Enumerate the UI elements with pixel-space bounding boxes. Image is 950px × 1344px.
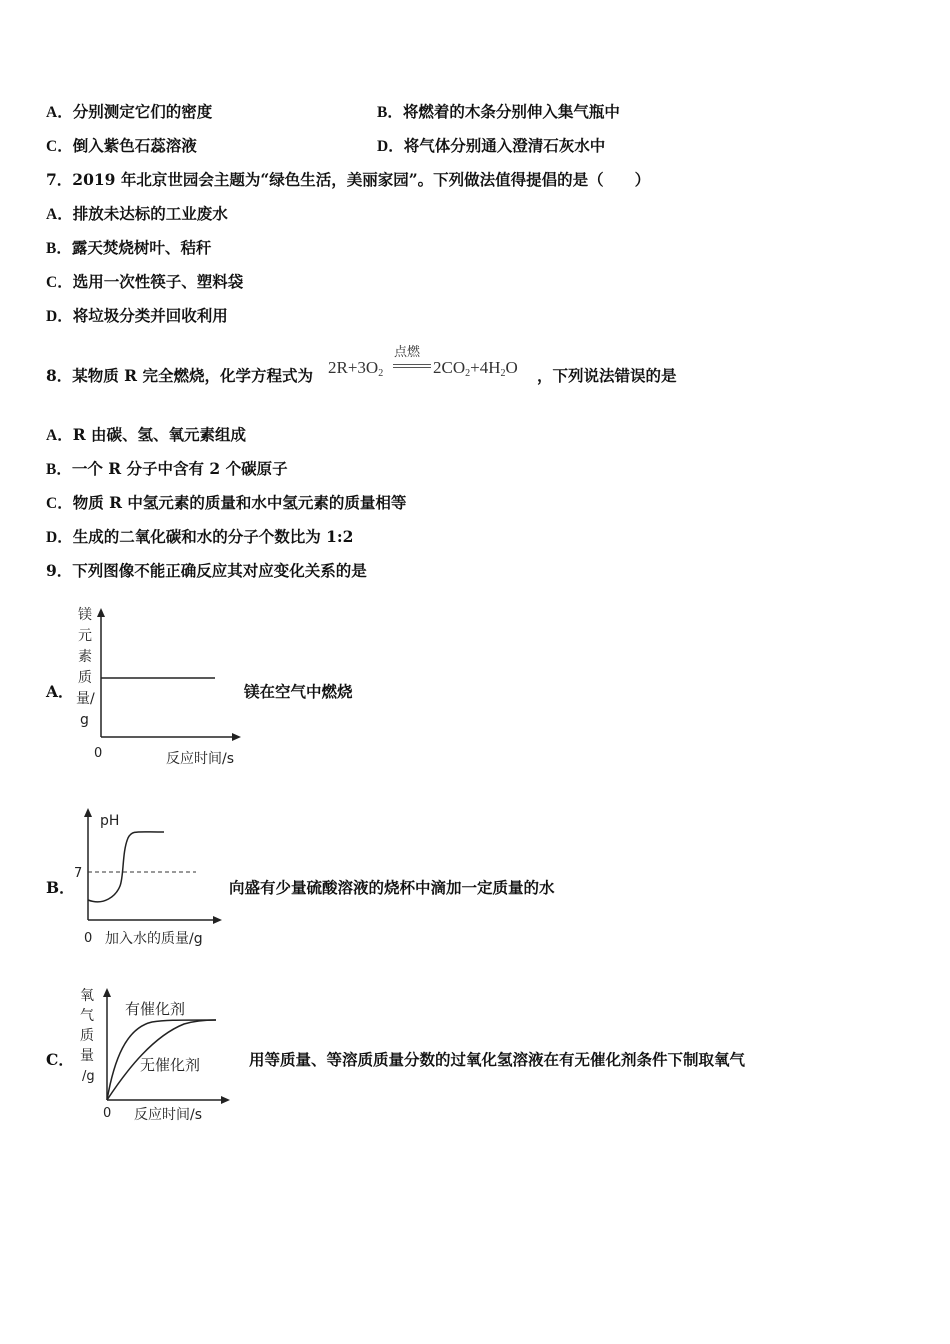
q8-equation-bar-1 [393, 364, 431, 365]
q9a-chart [70, 600, 250, 770]
q9-option-b-letter: B． [46, 878, 75, 897]
q9c-legend-no-catalyst: 无催化剂 [140, 1056, 201, 1074]
q6-option-c: C．倒入紫色石蕊溶液 [46, 136, 197, 155]
q9a-ylabel-char: 素 [78, 649, 92, 665]
q9c-ylabel-char: 量 [80, 1048, 94, 1064]
q6-option-d: D．将气体分别通入澄清石灰水中 [377, 136, 606, 155]
q8-stem-after: ，下列说法错误的是 [537, 366, 677, 385]
q9c-ylabel-char: 质 [80, 1028, 94, 1044]
q9a-xlabel: 反应时间/s [166, 751, 235, 767]
q8-option-a: A．R 由碳、氢、氧元素组成 [46, 425, 246, 444]
q8-stem-before: 8．某物质 R 完全燃烧，化学方程式为 [46, 366, 313, 385]
q8-equation-left: $2R+3O_2$ [328, 358, 384, 379]
q9-option-b-desc: 向盛有少量硫酸溶液的烧杯中滴加一定质量的水 [229, 878, 555, 897]
q9-stem: 9．下列图像不能正确反应其对应变化关系的是 [46, 561, 367, 580]
q9c-ylabel-char: 氧 [80, 988, 94, 1004]
q7-option-a: A．排放未达标的工业废水 [46, 204, 228, 223]
q8-option-b: B．一个 R 分子中含有 2 个碳原子 [46, 459, 288, 478]
q9a-ylabel-char: 元 [78, 628, 92, 644]
q9a-ylabel [76, 607, 95, 728]
q9b-x-axis-arrow [213, 916, 222, 924]
q8-equation-bar-2 [393, 367, 431, 368]
q9b-series-line [88, 832, 164, 902]
q9c-xlabel: 反应时间/s [134, 1107, 203, 1123]
q9a-x-axis-arrow [232, 733, 241, 741]
q8-equation-condition: 点燃 [394, 345, 421, 360]
q9b-chart [66, 800, 236, 952]
q9-option-c-desc: 用等质量、等溶质质量分数的过氧化氢溶液在有无催化剂条件下制取氧气 [249, 1050, 746, 1069]
q9b-ylabel: pH [100, 813, 120, 829]
q9-option-a-letter: A． [46, 682, 74, 701]
q8-option-d: D．生成的二氧化碳和水的分子个数比为 1:2 [46, 527, 354, 546]
q9-option-c-letter: C． [46, 1050, 74, 1069]
q9a-ylabel-char: 量/ [76, 691, 95, 707]
q7-option-c: C．选用一次性筷子、塑料袋 [46, 272, 244, 291]
q9a-ylabel-char: 镁 [78, 607, 92, 623]
q9c-origin: 0 [103, 1106, 112, 1121]
q9c-ylabel-char: 气 [80, 1008, 94, 1024]
q9c-x-axis-arrow [221, 1096, 230, 1104]
q9b-y-axis-arrow [84, 808, 92, 817]
q9c-ylabel [80, 988, 95, 1084]
q8-equation-right: $2CO_2+4H_2O$ [433, 358, 518, 379]
q9a-ylabel-char: 质 [78, 670, 92, 686]
q9c-legend-catalyst: 有催化剂 [125, 1000, 186, 1018]
q9-option-a-desc: 镁在空气中燃烧 [244, 682, 353, 701]
q9b-ref-label: 7 [74, 866, 83, 881]
q9c-ylabel-char: /g [82, 1069, 95, 1084]
q9b-xlabel: 加入水的质量/g [105, 931, 203, 947]
q7-option-b: B．露天焚烧树叶、秸秆 [46, 238, 212, 257]
q6-option-b: B．将燃着的木条分别伸入集气瓶中 [377, 102, 620, 121]
q7-option-d: D．将垃圾分类并回收利用 [46, 306, 228, 325]
q9a-origin: 0 [94, 746, 103, 761]
q9a-ylabel-char: g [80, 712, 89, 728]
q9b-origin: 0 [84, 931, 93, 946]
q6-option-a: A．分别测定它们的密度 [46, 102, 213, 121]
q8-option-c: C．物质 R 中氢元素的质量和水中氢元素的质量相等 [46, 493, 407, 512]
q7-stem: 7．2019 年北京世园会主题为“绿色生活，美丽家园”。下列做法值得提倡的是（ ） [46, 170, 651, 189]
q9c-chart [74, 980, 244, 1130]
q9c-y-axis-arrow [103, 988, 111, 997]
q9a-y-axis-arrow [97, 608, 105, 617]
